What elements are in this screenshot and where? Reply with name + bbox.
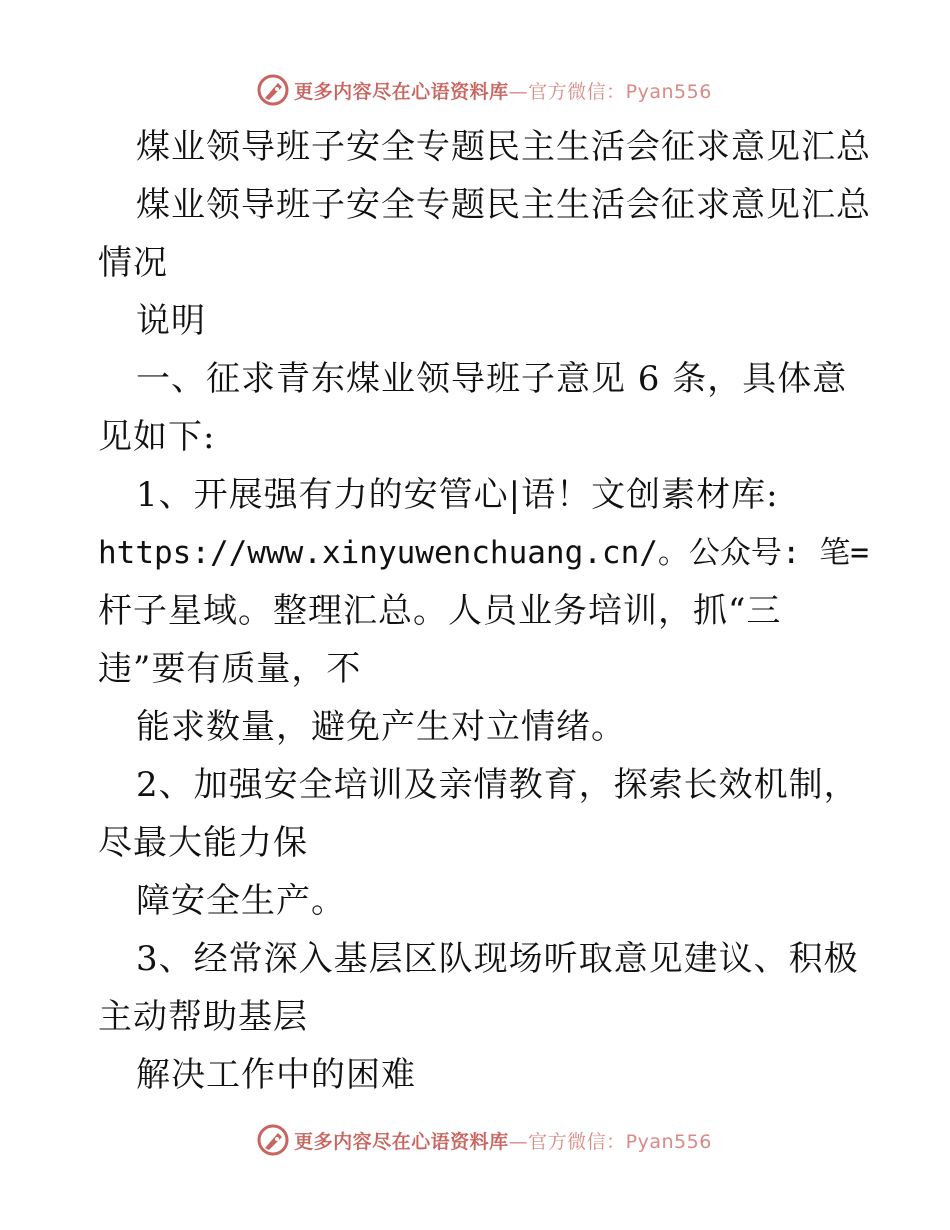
doc-item-2-line: 尽最大能力保 <box>98 823 308 863</box>
pen-nib-logo-icon <box>256 1123 290 1157</box>
watermark-brand: 更多内容尽在心语资料库 <box>294 80 509 103</box>
watermark-text <box>294 1127 712 1154</box>
doc-heading-line-cont: 情况 <box>98 243 168 283</box>
doc-item-2-line: 2、加强安全培训及亲情教育，探索长效机制， <box>136 765 859 805</box>
doc-item-1-url-line: https://www.xinyuwenchuang.cn/。公众号: 笔= <box>98 535 869 571</box>
doc-item-2-line: 障安全生产。 <box>136 881 346 921</box>
watermark-banner-bottom <box>0 1120 950 1160</box>
watermark-group <box>256 1123 712 1157</box>
doc-section-label: 说明 <box>136 301 206 341</box>
doc-item-1-line: 能求数量，避免产生对立情绪。 <box>136 707 626 747</box>
doc-item-3-line: 解决工作中的困难 <box>136 1055 416 1095</box>
doc-paragraph-line: 见如下: <box>98 417 216 457</box>
watermark-banner-top <box>0 70 950 110</box>
doc-paragraph-line: 一、征求青东煤业领导班子意见 6 条，具体意 <box>136 359 848 399</box>
watermark-contact: —官方微信：Pyan556 <box>508 1130 712 1153</box>
doc-item-3-line: 3、经常深入基层区队现场听取意见建议、积极 <box>136 939 859 979</box>
watermark-text <box>294 77 712 104</box>
watermark-group <box>256 73 712 107</box>
pen-nib-logo-icon <box>256 73 290 107</box>
doc-heading-line: 煤业领导班子安全专题民主生活会征求意见汇总 <box>136 185 871 225</box>
doc-item-3-line: 主动帮助基层 <box>98 997 308 1037</box>
watermark-brand: 更多内容尽在心语资料库 <box>294 1130 509 1153</box>
watermark-contact: —官方微信：Pyan556 <box>508 80 712 103</box>
document-body <box>98 118 871 1104</box>
doc-item-1-line: 杆子星域。整理汇总。人员业务培训，抓“三 <box>98 591 782 631</box>
doc-title-line: 煤业领导班子安全专题民主生活会征求意见汇总 <box>136 127 871 167</box>
doc-item-1-line: 1、开展强有力的安管心|语！文创素材库: <box>136 475 779 515</box>
doc-item-1-line: 违”要有质量，不 <box>98 649 362 689</box>
